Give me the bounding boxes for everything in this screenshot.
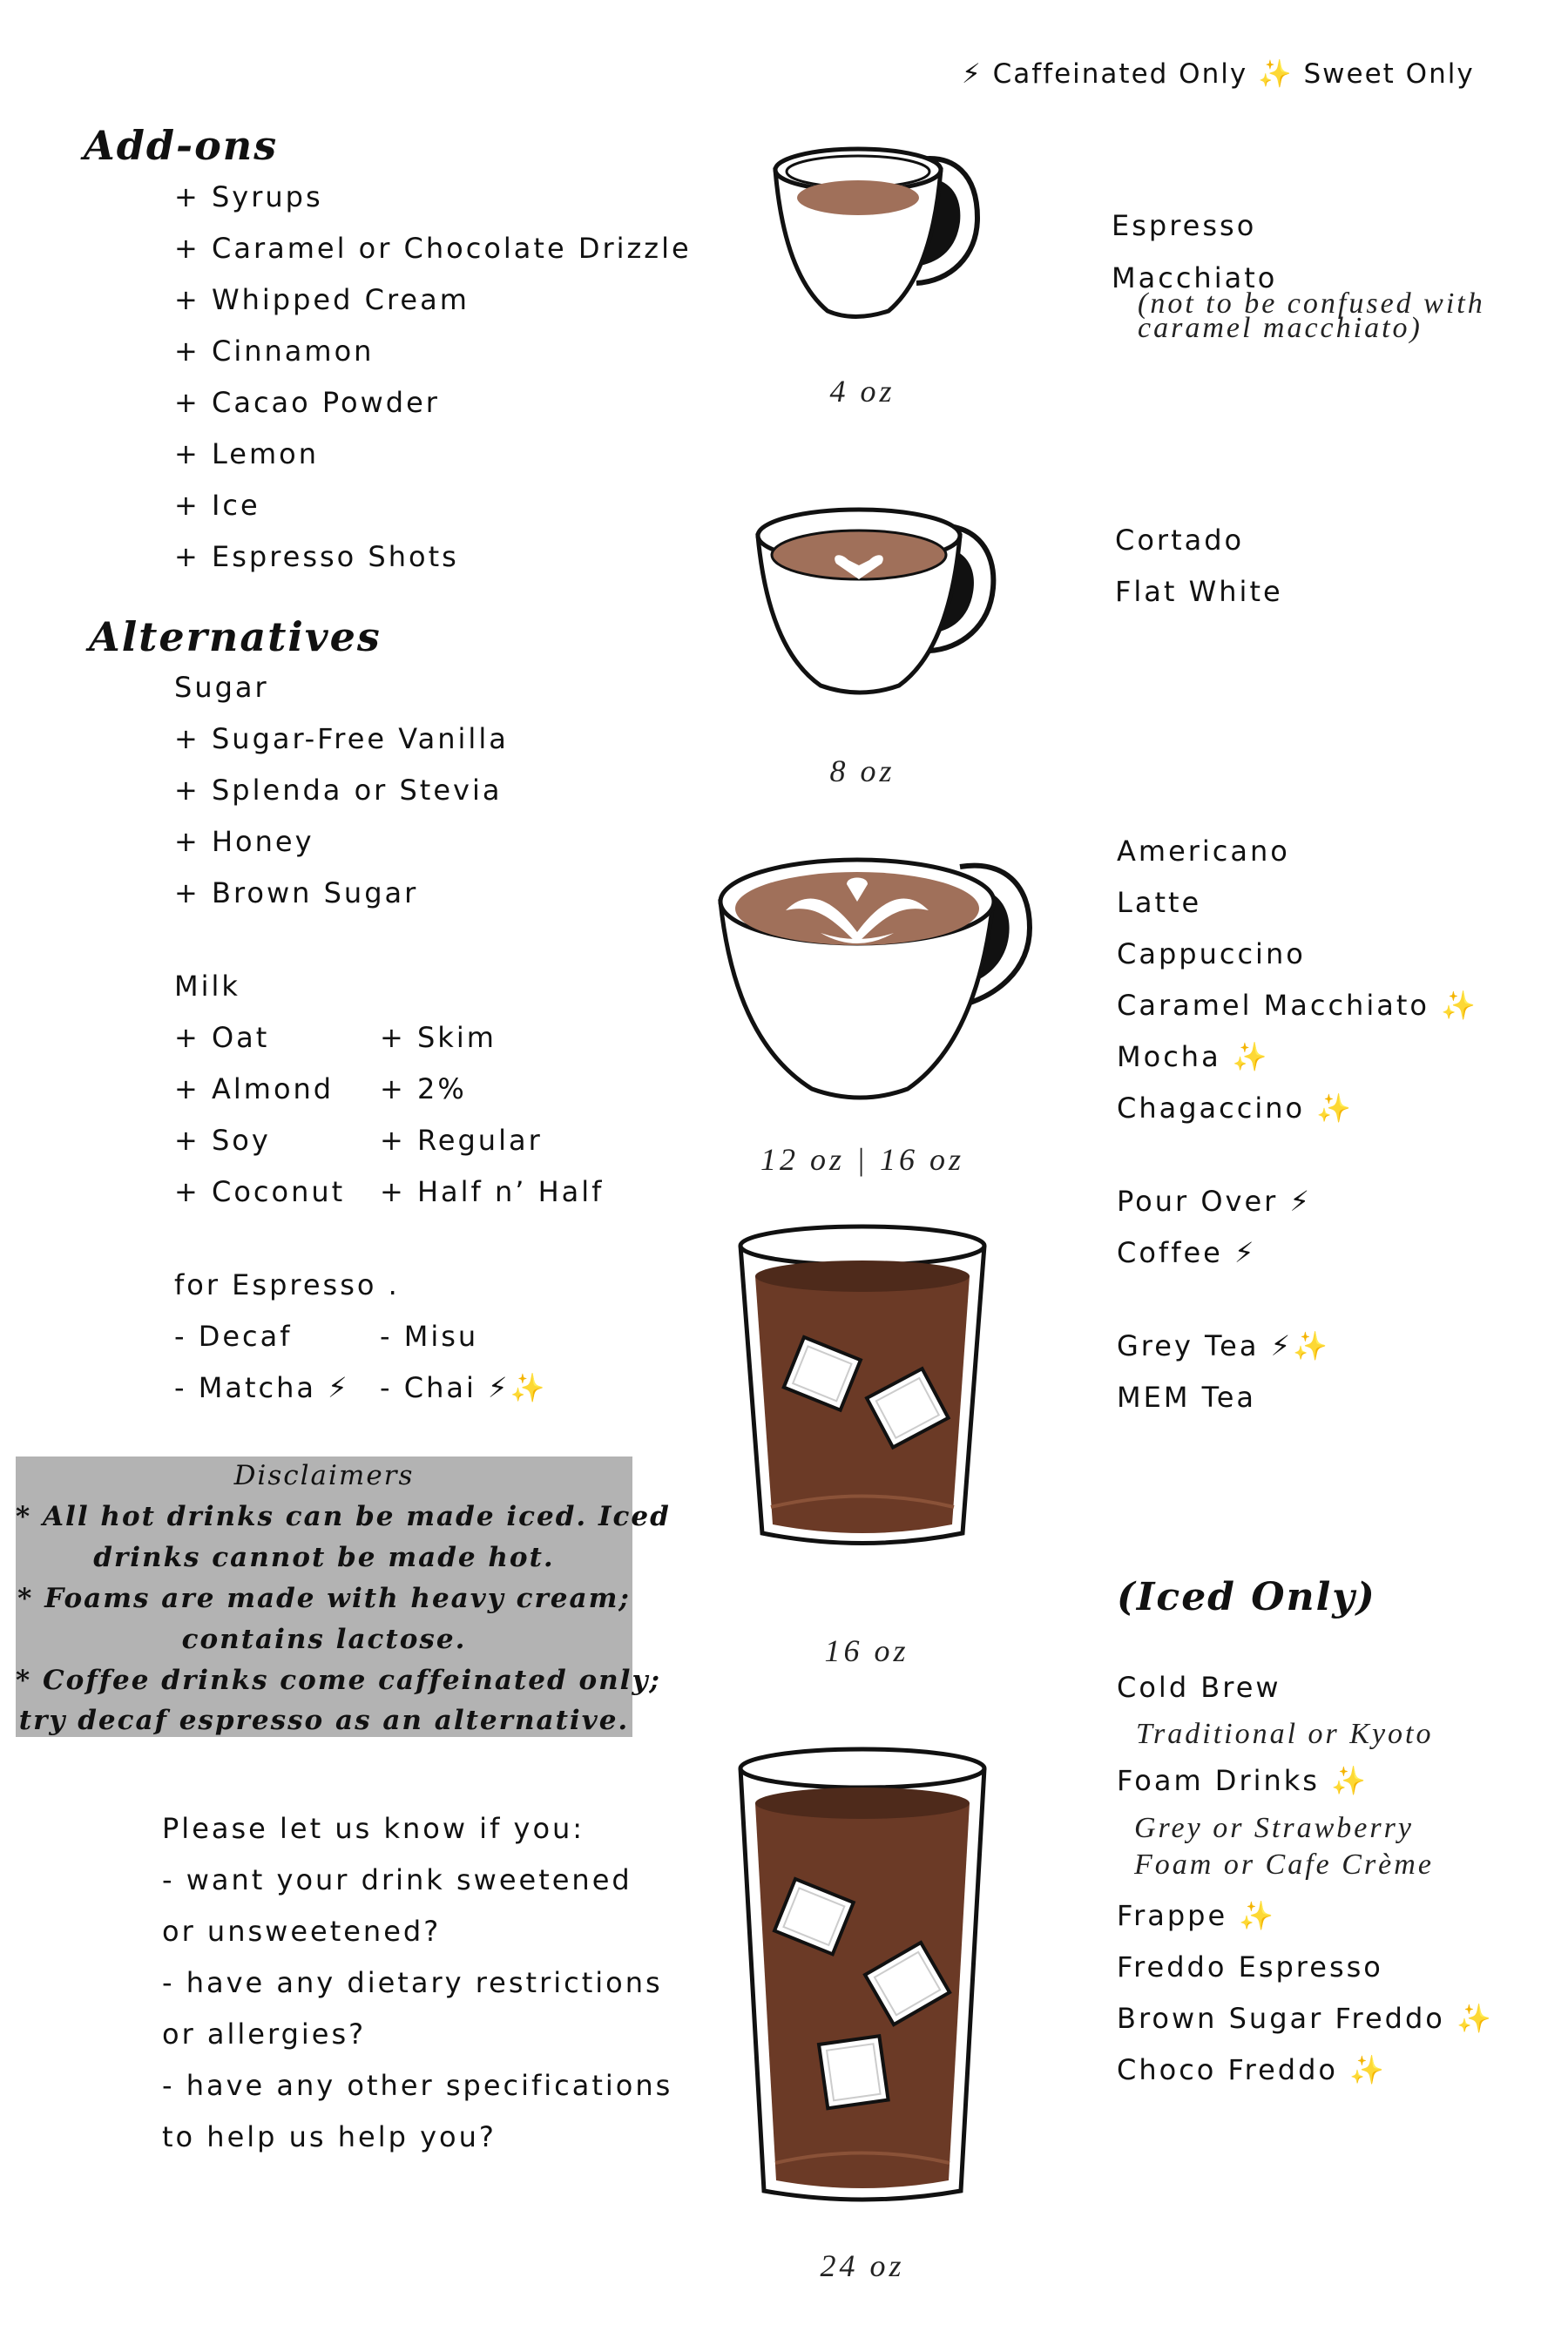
- milk-item: + Skim: [380, 1021, 497, 1054]
- drink-item: Mocha ✨: [1117, 1040, 1270, 1073]
- legend-text: ⚡ Caffeinated Only ✨ Sweet Only: [962, 58, 1475, 90]
- milk-title: Milk: [174, 970, 240, 1003]
- drink-coffee: Coffee ⚡: [1117, 1236, 1257, 1269]
- size-label-8oz: 8 oz: [829, 754, 896, 788]
- latte-cup-icon: [716, 858, 1038, 1106]
- addon-item: + Cacao Powder: [174, 386, 440, 419]
- addon-item: + Caramel or Chocolate Drizzle: [174, 232, 692, 265]
- drink-flat-white: Flat White: [1115, 575, 1283, 608]
- cold-brew-note: Traditional or Kyoto: [1136, 1718, 1434, 1750]
- disclaimer-line: try decaf espresso as an alternative.: [18, 1705, 630, 1736]
- sugar-item: + Splenda or Stevia: [174, 774, 503, 807]
- drink-macchiato: Macchiato: [1112, 261, 1278, 294]
- drink-item: Chagaccino ✨: [1117, 1092, 1355, 1125]
- milk-item: + Half n’ Half: [380, 1175, 605, 1208]
- iced-only-heading: (Iced Only): [1117, 1575, 1376, 1619]
- foam-note: Grey or Strawberry: [1134, 1812, 1414, 1844]
- disclaimer-line: * All hot drinks can be made iced. Iced: [16, 1501, 671, 1532]
- alternatives-heading: Alternatives: [89, 613, 382, 660]
- drink-item: Brown Sugar Freddo ✨: [1117, 2002, 1494, 2035]
- macchiato-note: caramel macchiato): [1138, 312, 1423, 344]
- notice-line: - want your drink sweetened: [162, 1863, 632, 1896]
- addon-item: + Whipped Cream: [174, 283, 470, 316]
- drink-item: Cappuccino: [1117, 937, 1306, 970]
- milk-item: + 2%: [380, 1072, 467, 1105]
- notice-line: or unsweetened?: [162, 1915, 442, 1948]
- disclaimer-line: * Coffee drinks come caffeinated only;: [16, 1665, 661, 1696]
- addon-item: + Espresso Shots: [174, 540, 459, 573]
- drink-mem-tea: MEM Tea: [1117, 1381, 1257, 1414]
- drink-pour-over: Pour Over ⚡: [1117, 1185, 1312, 1218]
- size-label-24oz: 24 oz: [820, 2248, 905, 2283]
- sugar-item: + Brown Sugar: [174, 876, 419, 909]
- foam-note: Foam or Cafe Crème: [1134, 1848, 1434, 1881]
- drink-item: Caramel Macchiato ✨: [1117, 989, 1478, 1022]
- notice-line: - have any dietary restrictions: [162, 1966, 663, 1999]
- drink-item: Latte: [1117, 886, 1202, 919]
- notice-line: Please let us know if you:: [162, 1812, 585, 1845]
- drink-grey-tea: Grey Tea ⚡✨: [1117, 1329, 1330, 1362]
- espresso-alt-item: - Matcha ⚡: [174, 1371, 350, 1404]
- milk-item: + Almond: [174, 1072, 335, 1105]
- drink-item: Americano: [1117, 835, 1290, 868]
- drink-cold-brew: Cold Brew: [1117, 1671, 1281, 1704]
- drink-item: Freddo Espresso: [1117, 1950, 1383, 1984]
- espresso-alt-item: - Decaf: [174, 1320, 293, 1353]
- cortado-cup-icon: [751, 501, 1004, 697]
- milk-item: + Coconut: [174, 1175, 346, 1208]
- size-label-12-16oz: 12 oz | 16 oz: [760, 1142, 964, 1177]
- disclaimer-line: * Foams are made with heavy cream;: [17, 1583, 631, 1614]
- drink-item: Choco Freddo ✨: [1117, 2053, 1387, 2086]
- addons-heading: Add-ons: [84, 122, 279, 169]
- sugar-item: + Sugar-Free Vanilla: [174, 722, 509, 755]
- addon-item: + Syrups: [174, 180, 323, 213]
- milk-item: + Soy: [174, 1124, 271, 1157]
- iced-glass-24oz-icon: [736, 1747, 989, 2208]
- espresso-alt-item: - Misu: [380, 1320, 479, 1353]
- sugar-title: Sugar: [174, 671, 269, 704]
- drink-foam: Foam Drinks ✨: [1117, 1764, 1369, 1797]
- sugar-item: + Honey: [174, 825, 314, 858]
- addon-item: + Ice: [174, 489, 260, 522]
- drink-espresso: Espresso: [1112, 209, 1257, 242]
- notice-line: or allergies?: [162, 2017, 367, 2051]
- drink-cortado: Cortado: [1115, 524, 1245, 557]
- iced-glass-16oz-icon: [736, 1224, 989, 1551]
- addon-item: + Lemon: [174, 437, 319, 470]
- milk-item: + Regular: [380, 1124, 543, 1157]
- macchiato-note: (not to be confused with: [1138, 287, 1485, 320]
- disclaimer-line: contains lactose.: [181, 1624, 467, 1655]
- milk-item: + Oat: [174, 1021, 270, 1054]
- disclaimer-line: drinks cannot be made hot.: [93, 1542, 555, 1573]
- addon-item: + Cinnamon: [174, 335, 375, 368]
- size-label-16oz: 16 oz: [824, 1633, 909, 1668]
- notice-line: to help us help you?: [162, 2120, 497, 2153]
- notice-line: - have any other specifications: [162, 2069, 673, 2102]
- disclaimers-box: [16, 1456, 671, 1737]
- disclaimers-title: Disclaimers: [233, 1460, 415, 1491]
- espresso-alt-item: - Chai ⚡✨: [380, 1371, 548, 1404]
- drink-item: Frappe ✨: [1117, 1899, 1277, 1932]
- espresso-alt-title: for Espresso .: [174, 1268, 400, 1301]
- espresso-cup-icon: [767, 144, 984, 327]
- size-label-4oz: 4 oz: [829, 374, 896, 409]
